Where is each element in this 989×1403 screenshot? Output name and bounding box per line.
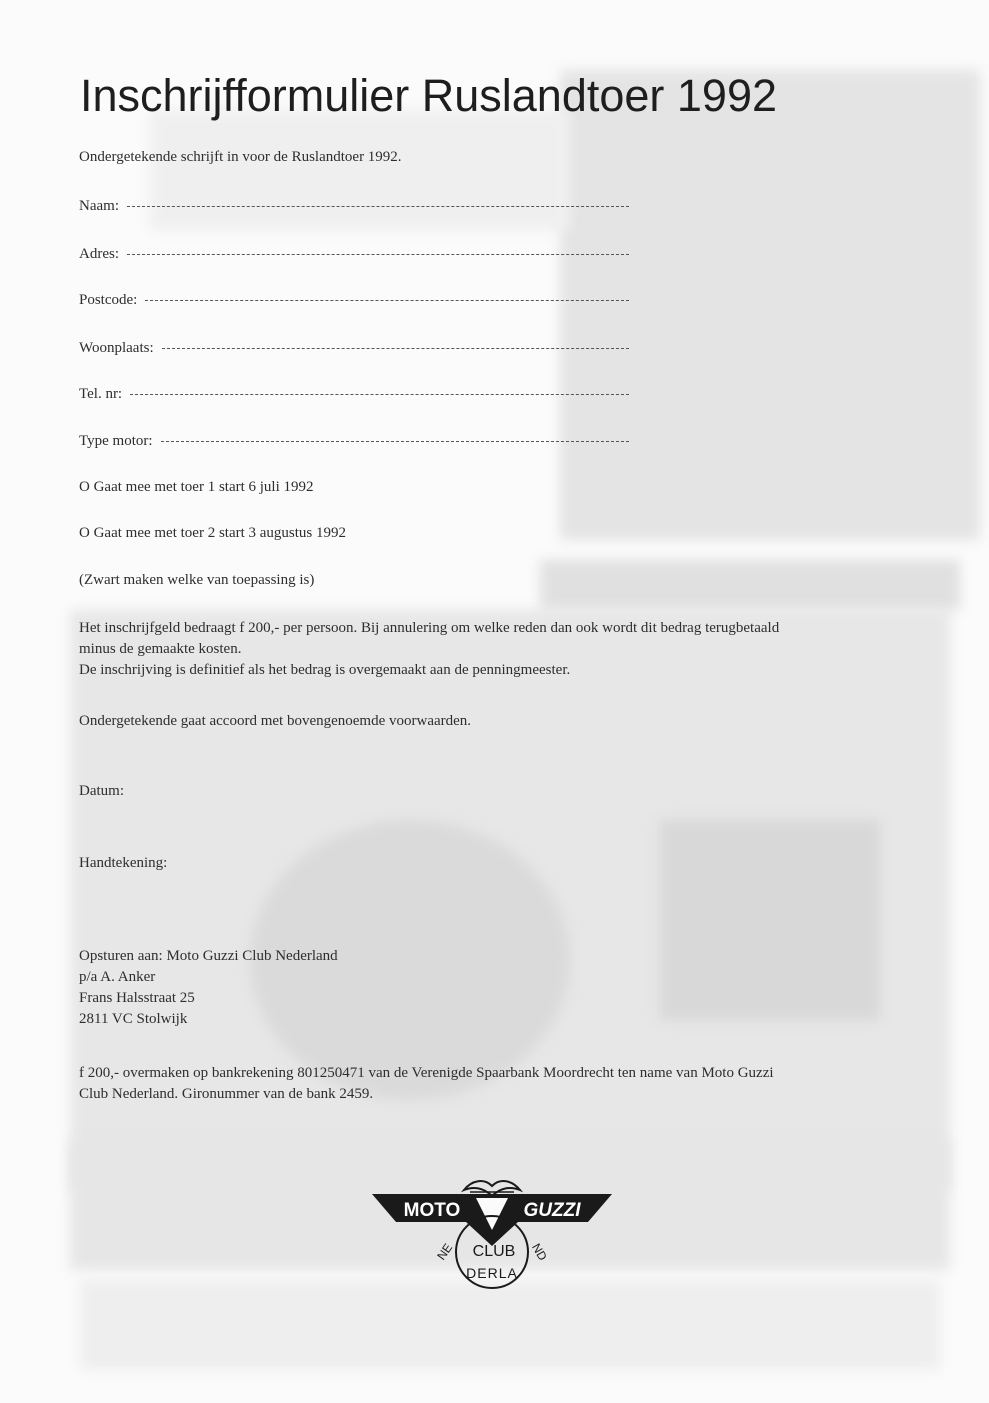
logo-arc-right: ND: [529, 1240, 550, 1264]
background-show-through: [540, 560, 960, 610]
field-label: Type motor:: [79, 433, 153, 449]
intro-text: Ondergetekende schrijft in voor de Ruslandtoer 1992.: [79, 149, 402, 165]
fee-line: Het inschrijfgeld bedraagt f 200,- per persoon. Bij annulering om welke reden dan ook wordt dit bedrag terugbetaald: [79, 620, 780, 636]
fill-in-line[interactable]: [127, 254, 629, 255]
fill-in-line[interactable]: [130, 394, 629, 395]
address-line: Opsturen aan: Moto Guzzi Club Nederland: [79, 948, 338, 964]
moto-guzzi-club-logo: [372, 1168, 612, 1290]
option-note: (Zwart maken welke van toepassing is): [79, 572, 315, 588]
logo-arc-bottom: DERLA: [466, 1265, 518, 1281]
date-label: Datum:: [79, 783, 124, 799]
postcode-field[interactable]: [79, 287, 629, 309]
field-label: Tel. nr:: [79, 386, 123, 402]
bank-line: Club Nederland. Gironummer van de bank 2459.: [79, 1086, 374, 1102]
address-line: p/a A. Anker: [79, 969, 156, 985]
tour-1-option[interactable]: O Gaat mee met toer 1 start 6 juli 1992: [79, 479, 314, 495]
logo-left-text: MOTO: [403, 1200, 461, 1221]
fee-line: minus de gemaakte kosten.: [79, 641, 242, 657]
field-label: Adres:: [79, 246, 119, 262]
tour-2-option[interactable]: O Gaat mee met toer 2 start 3 augustus 1992: [79, 525, 347, 541]
field-label: Postcode:: [79, 292, 138, 308]
city-field[interactable]: [79, 335, 629, 357]
signature-label: Handtekening:: [79, 855, 168, 871]
fill-in-line[interactable]: [127, 206, 629, 207]
field-label: Woonplaats:: [79, 340, 154, 356]
background-show-through: [80, 1280, 940, 1370]
bank-instructions: [79, 1063, 919, 1105]
field-label: Naam:: [79, 198, 119, 214]
motor-type-field[interactable]: [79, 428, 629, 450]
mailing-address: [79, 946, 919, 1030]
address-line: 2811 VC Stolwijk: [79, 1011, 188, 1027]
agreement-text: Ondergetekende gaat accoord met bovengenoemde voorwaarden.: [79, 713, 472, 729]
fill-in-line[interactable]: [145, 300, 629, 301]
phone-field[interactable]: [79, 381, 629, 403]
address-field[interactable]: [79, 241, 629, 263]
fill-in-line[interactable]: [162, 348, 629, 349]
page-title: Inschrijfformulier Ruslandtoer 1992: [80, 70, 778, 121]
logo-arc-left: NE: [434, 1240, 456, 1263]
logo-arc-top: CLUB: [472, 1243, 516, 1260]
fee-line: De inschrijving is definitief als het bedrag is overgemaakt aan de penningmeester.: [79, 662, 571, 678]
eagle-icon: [464, 1181, 520, 1196]
logo-right-text: GUZZI: [523, 1200, 581, 1221]
address-line: Frans Halsstraat 25: [79, 990, 195, 1006]
name-field[interactable]: [79, 193, 629, 215]
fill-in-line[interactable]: [161, 441, 629, 442]
bank-line: f 200,- overmaken op bankrekening 801250471 van de Verenigde Spaarbank Moordrecht ten name van Moto Guzzi: [79, 1065, 774, 1081]
fee-paragraph: [79, 618, 919, 681]
